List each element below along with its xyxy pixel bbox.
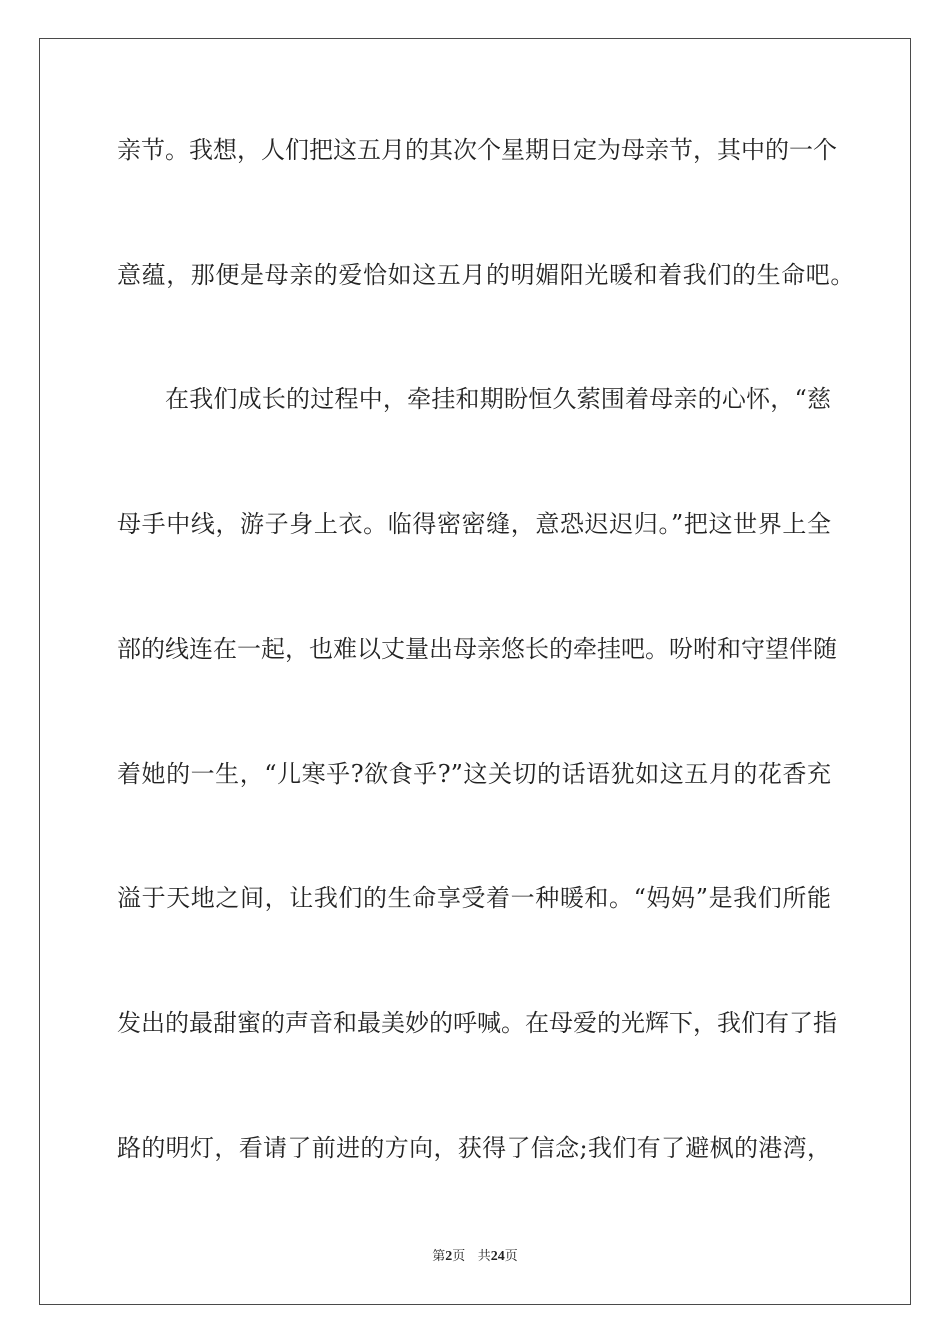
total-prefix: 共 (477, 1249, 491, 1264)
text-line: 路的明灯，看请了前进的方向，获得了信念;我们有了避枫的港湾， (117, 1134, 831, 1162)
total-pages: 24 (490, 1249, 505, 1264)
page-footer (0, 1248, 950, 1266)
text-line: 意蕴，那便是母亲的爱恰如这五月的明媚阳光暖和着我们的生命吧。 (117, 261, 855, 289)
text-line: 亲节。我想，人们把这五月的其次个星期日定为母亲节，其中的一个 (117, 136, 837, 164)
total-suffix: 页 (504, 1249, 518, 1264)
text-line: 在我们成长的过程中，牵挂和期盼恒久萦围着母亲的心怀，“慈 (165, 385, 831, 413)
page-suffix: 页 (452, 1249, 466, 1264)
page-number: 2 (445, 1249, 453, 1264)
text-line: 部的线连在一起，也难以丈量出母亲悠长的牵挂吧。吩咐和守望伴随 (117, 635, 837, 663)
text-line: 母手中线，游子身上衣。临得密密缝，意恐迟迟归。”把这世界上全 (117, 510, 831, 538)
text-line: 发出的最甜蜜的声音和最美妙的呼喊。在母爱的光辉下，我们有了指 (117, 1009, 837, 1037)
text-line: 溢于天地之间，让我们的生命享受着一种暖和。“妈妈”是我们所能 (117, 884, 831, 912)
text-line: 着她的一生，“儿寒乎?欲食乎?”这关切的话语犹如这五月的花香充 (117, 760, 831, 788)
page-border (39, 38, 911, 1305)
page-prefix: 第 (432, 1249, 446, 1264)
